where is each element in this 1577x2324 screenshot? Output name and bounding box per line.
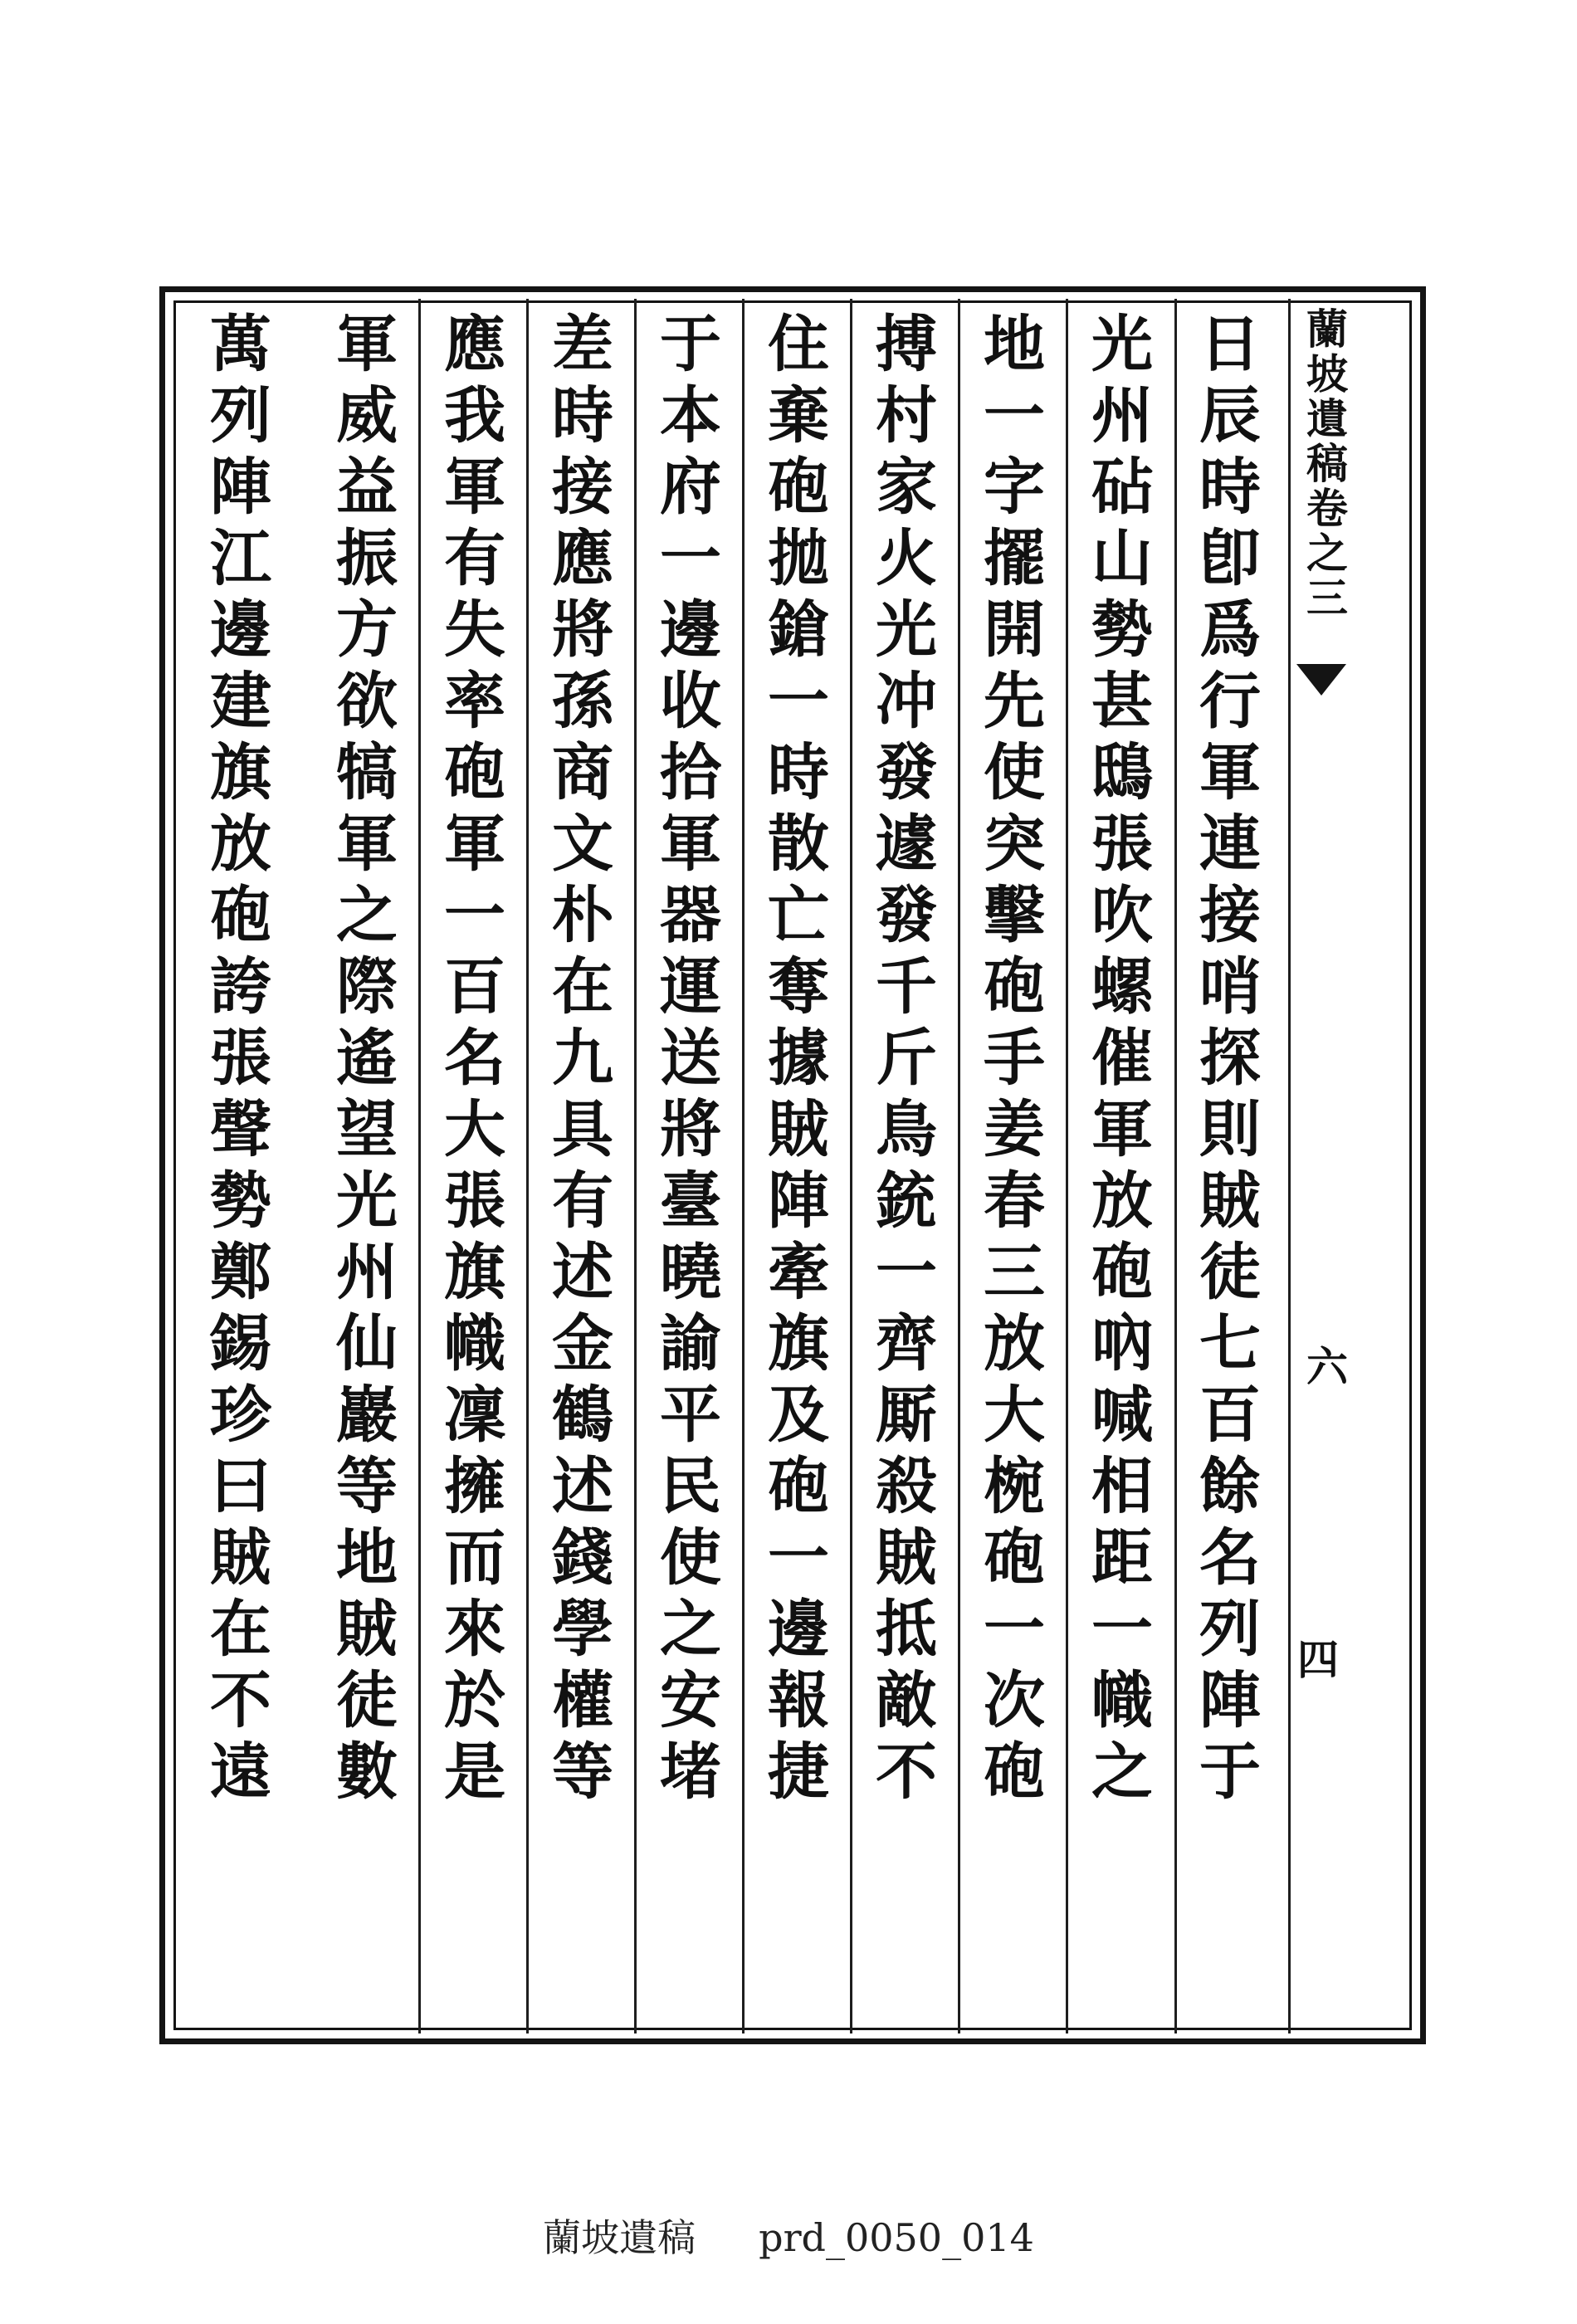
fishtail-mark — [1296, 664, 1346, 696]
page-caption — [0, 2208, 1577, 2263]
margin-page-number: 六 — [1300, 1345, 1349, 1386]
caption-title: 蘭坡遺稿 — [543, 2215, 696, 2260]
text-column-1: 日辰時卽爲行軍連接哨探則賊徒七百餘名列陣于 — [1189, 311, 1261, 1810]
column-rule — [526, 299, 529, 2034]
column-rule — [958, 299, 960, 2034]
text-column-10: 萬列陣江邊建旗放砲誇張聲勢鄭錫珍曰賊在不遠 — [200, 311, 271, 1810]
column-rule — [1066, 299, 1068, 2034]
text-column-9: 軍威益振方欲犒軍之際遙望光州仙巖等地賊徒數 — [326, 311, 398, 1810]
margin-volume-text: 卷之三 — [1300, 486, 1349, 621]
text-column-3: 地一字擺開先使突擊砲手姜春三放大椀砲一次砲 — [974, 311, 1045, 1810]
margin-title-text: 蘭坡遺稿 — [1300, 307, 1349, 486]
text-column-2: 光州砧山勢甚鴟張吹螺催軍放砲吶喊相距一幟之 — [1081, 311, 1153, 1810]
column-rule — [634, 299, 637, 2034]
column-rule — [850, 299, 852, 2034]
text-column-8: 應我軍有失率砲軍一百名大張旗幟凜擁而來於是 — [434, 311, 505, 1810]
text-column-5: 住棄砲拋鎗一時散亡奪據賊陣牽旗及砲一邊報捷 — [758, 311, 829, 1810]
margin-leaf-number: 四 — [1297, 1635, 1339, 1684]
text-column-4: 搏村家火光冲發遽發千斤鳥銃一齊厮殺賊抵敵不 — [866, 311, 937, 1810]
caption-code: prd_0050_014 — [759, 2215, 1034, 2260]
column-rule — [418, 299, 421, 2034]
text-column-7: 差時接應將孫商文朴在九具有述金鶴述錢學權等 — [542, 311, 613, 1810]
column-rule — [1288, 299, 1291, 2034]
column-rule — [742, 299, 745, 2034]
text-column-6: 于本府一邊收拾軍器運送將臺曉諭平民使之安堵 — [650, 311, 721, 1810]
